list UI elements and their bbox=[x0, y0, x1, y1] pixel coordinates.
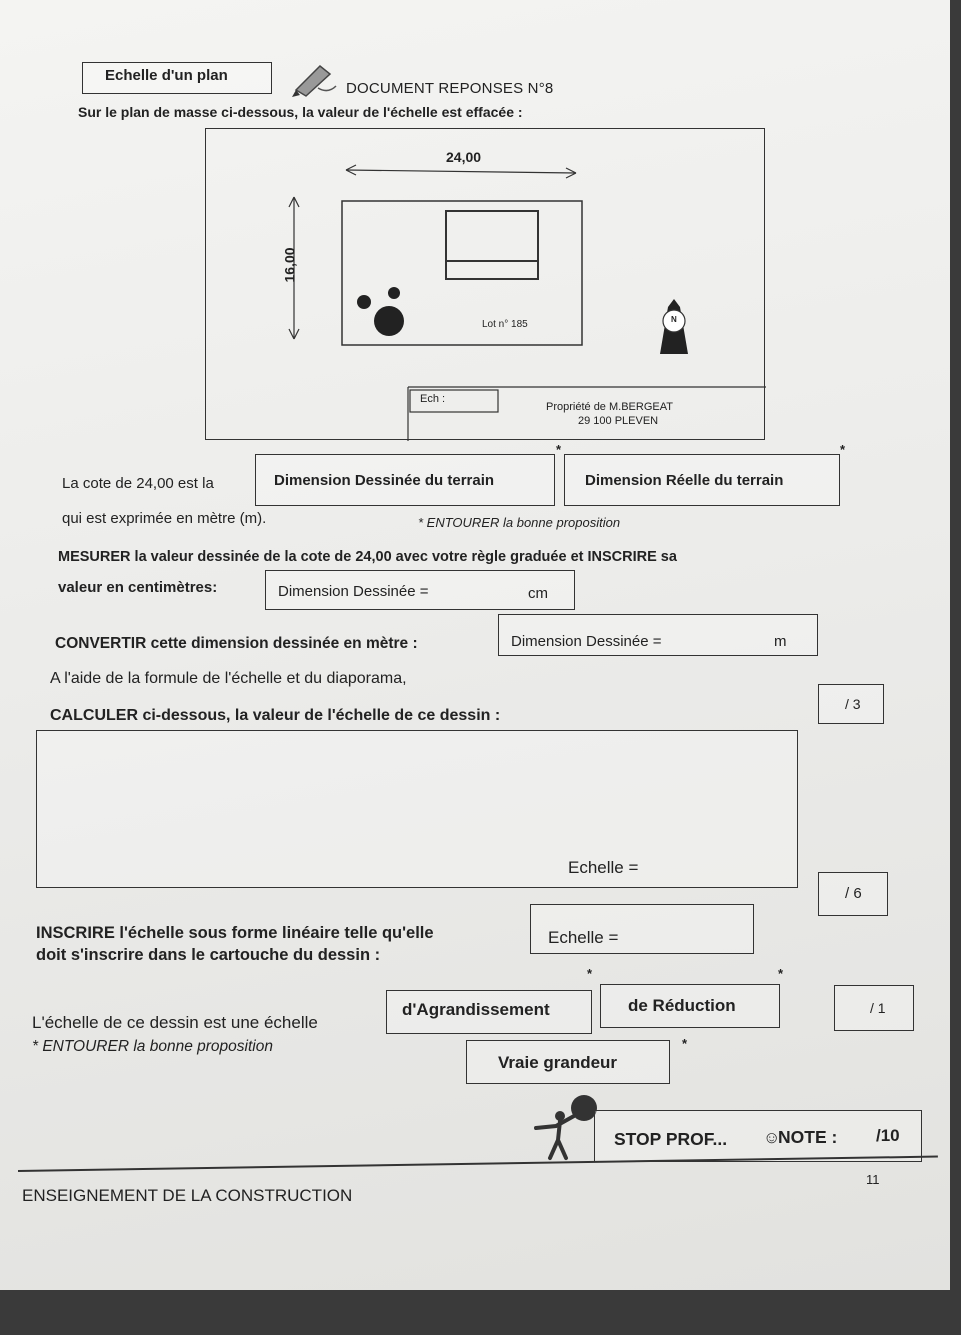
q4-score2: / 6 bbox=[845, 885, 862, 902]
q1-choice-real-label: Dimension Réelle du terrain bbox=[585, 472, 784, 489]
q1-prefix: La cote de 24,00 est la bbox=[62, 475, 214, 492]
q6-choice-true-size-label: Vraie grandeur bbox=[498, 1053, 618, 1072]
page-number: 11 bbox=[866, 1172, 880, 1187]
tree-dot bbox=[357, 295, 371, 309]
height-dimension: 16,00 bbox=[281, 247, 298, 283]
q3-unit: m bbox=[774, 633, 787, 650]
q2-answer-label: Dimension Dessinée = bbox=[278, 583, 429, 600]
tree-dot bbox=[388, 287, 400, 299]
plan-frame bbox=[205, 128, 765, 440]
q6-text: L'échelle de ce dessin est une échelle bbox=[32, 1013, 318, 1032]
q4-score: / 3 bbox=[845, 696, 861, 712]
q3-text: CONVERTIR cette dimension dessinée en mètre : bbox=[55, 635, 418, 652]
q1-choice-drawn-label: Dimension Dessinée du terrain bbox=[274, 472, 495, 489]
q1-instruction: * ENTOURER la bonne proposition bbox=[418, 515, 621, 530]
q5-line2: doit s'inscrire dans le cartouche du dessin : bbox=[36, 946, 381, 964]
q6-star-b: * bbox=[778, 966, 784, 981]
plan-drawing bbox=[206, 129, 766, 441]
owner-line2: 29 100 PLEVEN bbox=[578, 415, 659, 427]
department-label: ENSEIGNEMENT DE LA CONSTRUCTION bbox=[22, 1186, 353, 1205]
q5-line1: INSCRIRE l'échelle sous forme linéaire telle qu'elle bbox=[36, 924, 434, 942]
q1-star-b: * bbox=[840, 442, 846, 457]
intro-text: Sur le plan de masse ci-dessous, la valeur de l'échelle est effacée : bbox=[78, 104, 523, 120]
q6-instruction: * ENTOURER la bonne proposition bbox=[32, 1038, 273, 1055]
pencil-icon bbox=[290, 60, 340, 98]
cartouche-scale-label: Ech : bbox=[420, 393, 446, 405]
q4-answer-label: Echelle = bbox=[568, 858, 639, 877]
width-dimension: 24,00 bbox=[446, 149, 482, 165]
document-label: DOCUMENT REPONSES N°8 bbox=[346, 80, 554, 97]
q1-suffix: qui est exprimée en mètre (m). bbox=[62, 510, 267, 527]
north-label: N bbox=[671, 315, 677, 324]
q2-unit: cm bbox=[528, 585, 548, 602]
q4-line2: CALCULER ci-dessous, la valeur de l'échelle de ce dessin : bbox=[50, 707, 501, 724]
footer-divider bbox=[18, 1156, 938, 1172]
q2-line1: MESURER la valeur dessinée de la cote de 24,00 avec votre règle graduée et INSCRIRE sa bbox=[58, 549, 677, 565]
note-total: /10 bbox=[876, 1126, 900, 1145]
q5-answer-label: Echelle = bbox=[548, 928, 619, 947]
q4-line1: A l'aide de la formule de l'échelle et du diaporama, bbox=[50, 670, 407, 687]
q1-star-a: * bbox=[556, 442, 562, 457]
note-label: NOTE : bbox=[778, 1127, 838, 1147]
q3-answer-label: Dimension Dessinée = bbox=[511, 633, 662, 650]
q6-star-a: * bbox=[587, 966, 593, 981]
q6-choice-enlarge-label: d'Agrandissement bbox=[402, 1000, 550, 1019]
stop-text: STOP PROF... bbox=[614, 1129, 728, 1149]
q6-score: / 1 bbox=[870, 1000, 886, 1016]
q2-line2: valeur en centimètres: bbox=[58, 579, 218, 596]
figure-icon bbox=[530, 1094, 600, 1164]
q6-star-c: * bbox=[682, 1036, 688, 1051]
smile-icon: ☺ bbox=[763, 1128, 781, 1147]
title-text: Echelle d'un plan bbox=[105, 67, 228, 84]
q4-calculation-area[interactable] bbox=[36, 730, 798, 888]
tree-dot bbox=[374, 306, 404, 336]
q6-choice-reduce-label: de Réduction bbox=[628, 996, 736, 1015]
owner-line1: Propriété de M.BERGEAT bbox=[546, 401, 673, 413]
lot-label: Lot n° 185 bbox=[482, 319, 528, 330]
